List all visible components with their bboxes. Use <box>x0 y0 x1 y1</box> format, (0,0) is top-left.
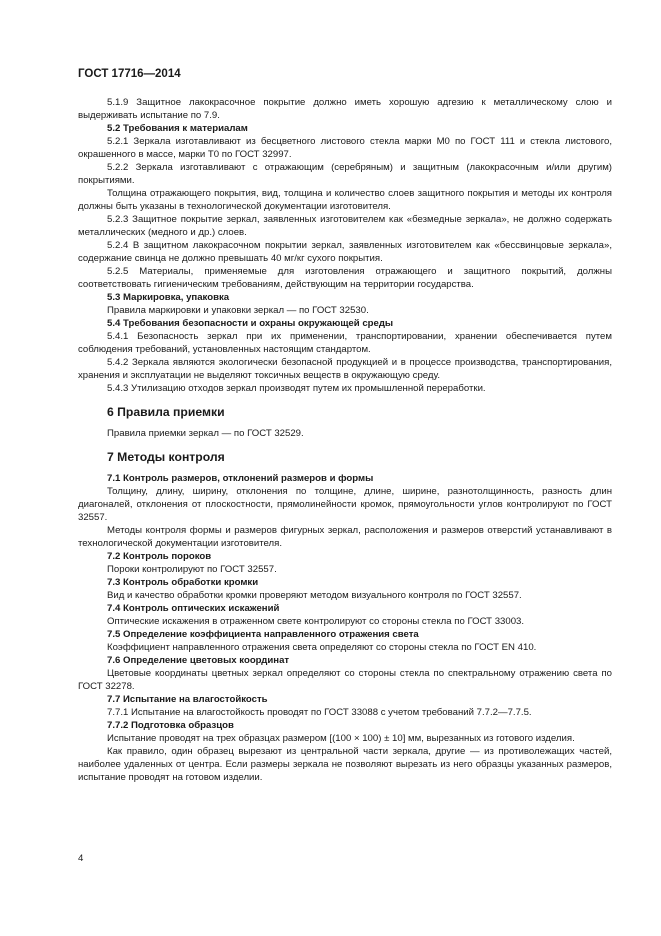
paragraph: Испытание проводят на трех образцах размером [(100 × 100) ± 10] мм, вырезанных из готового изделия. <box>107 733 575 744</box>
paragraph: Правила маркировки и упаковки зеркал — по ГОСТ 32530. <box>107 305 369 316</box>
paragraph: Вид и качество обработки кромки проверяют методом визуального контроля по ГОСТ 32557. <box>107 590 522 601</box>
paragraph: 5.1.9 Защитное лакокрасочное покрытие должно иметь хорошую адгезию к металлическому слою и выдерживать испытание по 7.9. <box>78 97 612 121</box>
paragraph: 5.2.4 В защитном лакокрасочном покрытии зеркал, заявленных изготовителем как «бессвинцовые зеркала», содержание свинца не должно превышать 40 мг/кг сухого покрытия. <box>78 240 612 264</box>
paragraph: Оптические искажения в отраженном свете контролируют со стороны стекла по ГОСТ 33003. <box>107 616 525 627</box>
subsection-heading: 5.4 Требования безопасности и охраны окружающей среды <box>107 318 394 329</box>
paragraph: Методы контроля формы и размеров фигурных зеркал, расположения и размеров отверстий устанавливают в технологической документации изготовителя. <box>78 525 612 549</box>
subsection-heading: 7.7.2 Подготовка образцов <box>107 720 234 731</box>
paragraph: 7.7.1 Испытание на влагостойкость проводят по ГОСТ 33088 с учетом требований 7.7.2—7.7.5. <box>107 707 532 718</box>
subsection-heading: 7.4 Контроль оптических искажений <box>107 603 280 614</box>
paragraph: 5.2.3 Защитное покрытие зеркал, заявленных изготовителем как «безмедные зеркала», не должно содержать металлических (медного и др.) слоев. <box>78 214 612 238</box>
paragraph: Пороки контролируют по ГОСТ 32557. <box>107 564 277 575</box>
page-number: 4 <box>78 853 84 864</box>
subsection-heading: 7.7 Испытание на влагостойкость <box>107 694 268 705</box>
subsection-heading: 7.5 Определение коэффициента направленного отражения света <box>107 629 419 640</box>
section-heading: 6 Правила приемки <box>107 405 225 419</box>
paragraph: 5.4.3 Утилизацию отходов зеркал производят путем их промышленной переработки. <box>107 383 486 394</box>
paragraph: Коэффициент направленного отражения света определяют со стороны стекла по ГОСТ EN 410. <box>107 642 537 653</box>
subsection-heading: 7.6 Определение цветовых координат <box>107 655 290 666</box>
paragraph: 5.2.5 Материалы, применяемые для изготовления отражающего и защитного покрытий, должны соответствовать гигиеническим требованиям, действующим на территории государства. <box>78 266 612 290</box>
paragraph: 5.4.1 Безопасность зеркал при их применении, транспортировании, хранении обеспечивается путем соблюдения требований, установленных настоящим стандартом. <box>78 331 612 355</box>
paragraph: Толщину, длину, ширину, отклонения по толщине, длине, ширине, разнотолщинность, разность длин диагоналей, отклонения от плоскостности, прямолинейности кромок, прямоугольности углов контролируют по ГОСТ 32557. <box>78 486 612 523</box>
subsection-heading: 7.2 Контроль пороков <box>107 551 212 562</box>
paragraph: 5.2.2 Зеркала изготавливают с отражающим (серебряным) и защитным (лакокрасочным и/или другим) покрытиями. <box>78 162 612 186</box>
subsection-heading: 7.3 Контроль обработки кромки <box>107 577 259 588</box>
subsection-heading: 5.3 Маркировка, упаковка <box>107 292 230 303</box>
paragraph: Цветовые координаты цветных зеркал определяют со стороны стекла по спектральному отражению света по ГОСТ 32278. <box>78 668 612 692</box>
section-heading: 7 Методы контроля <box>107 450 225 464</box>
subsection-heading: 7.1 Контроль размеров, отклонений размеров и формы <box>107 473 374 484</box>
paragraph: 5.2.1 Зеркала изготавливают из бесцветного листового стекла марки М0 по ГОСТ 111 и стекла листового, окрашенного в массе, марки Т0 по ГОСТ 32997. <box>78 136 612 160</box>
paragraph: Толщина отражающего покрытия, вид, толщина и количество слоев защитного покрытия и методы их контроля должны быть указаны в технологической документации изготовителя. <box>78 188 612 212</box>
document-body <box>78 96 612 784</box>
page-header: ГОСТ 17716—2014 <box>78 68 181 80</box>
paragraph: Как правило, один образец вырезают из центральной части зеркала, другие — из противолежащих частей, наиболее удаленных от центра. Если размеры зеркала не позволяют вырезать из него образцы указанных размеров, испытание проводят на готовом изделии. <box>78 746 612 783</box>
subsection-heading: 5.2 Требования к материалам <box>107 123 248 134</box>
paragraph: 5.4.2 Зеркала являются экологически безопасной продукцией и в процессе производства, транспортирования, хранения и эксплуатации не выделяют токсичных веществ в окружающую среду. <box>78 357 612 381</box>
paragraph: Правила приемки зеркал — по ГОСТ 32529. <box>107 428 304 439</box>
